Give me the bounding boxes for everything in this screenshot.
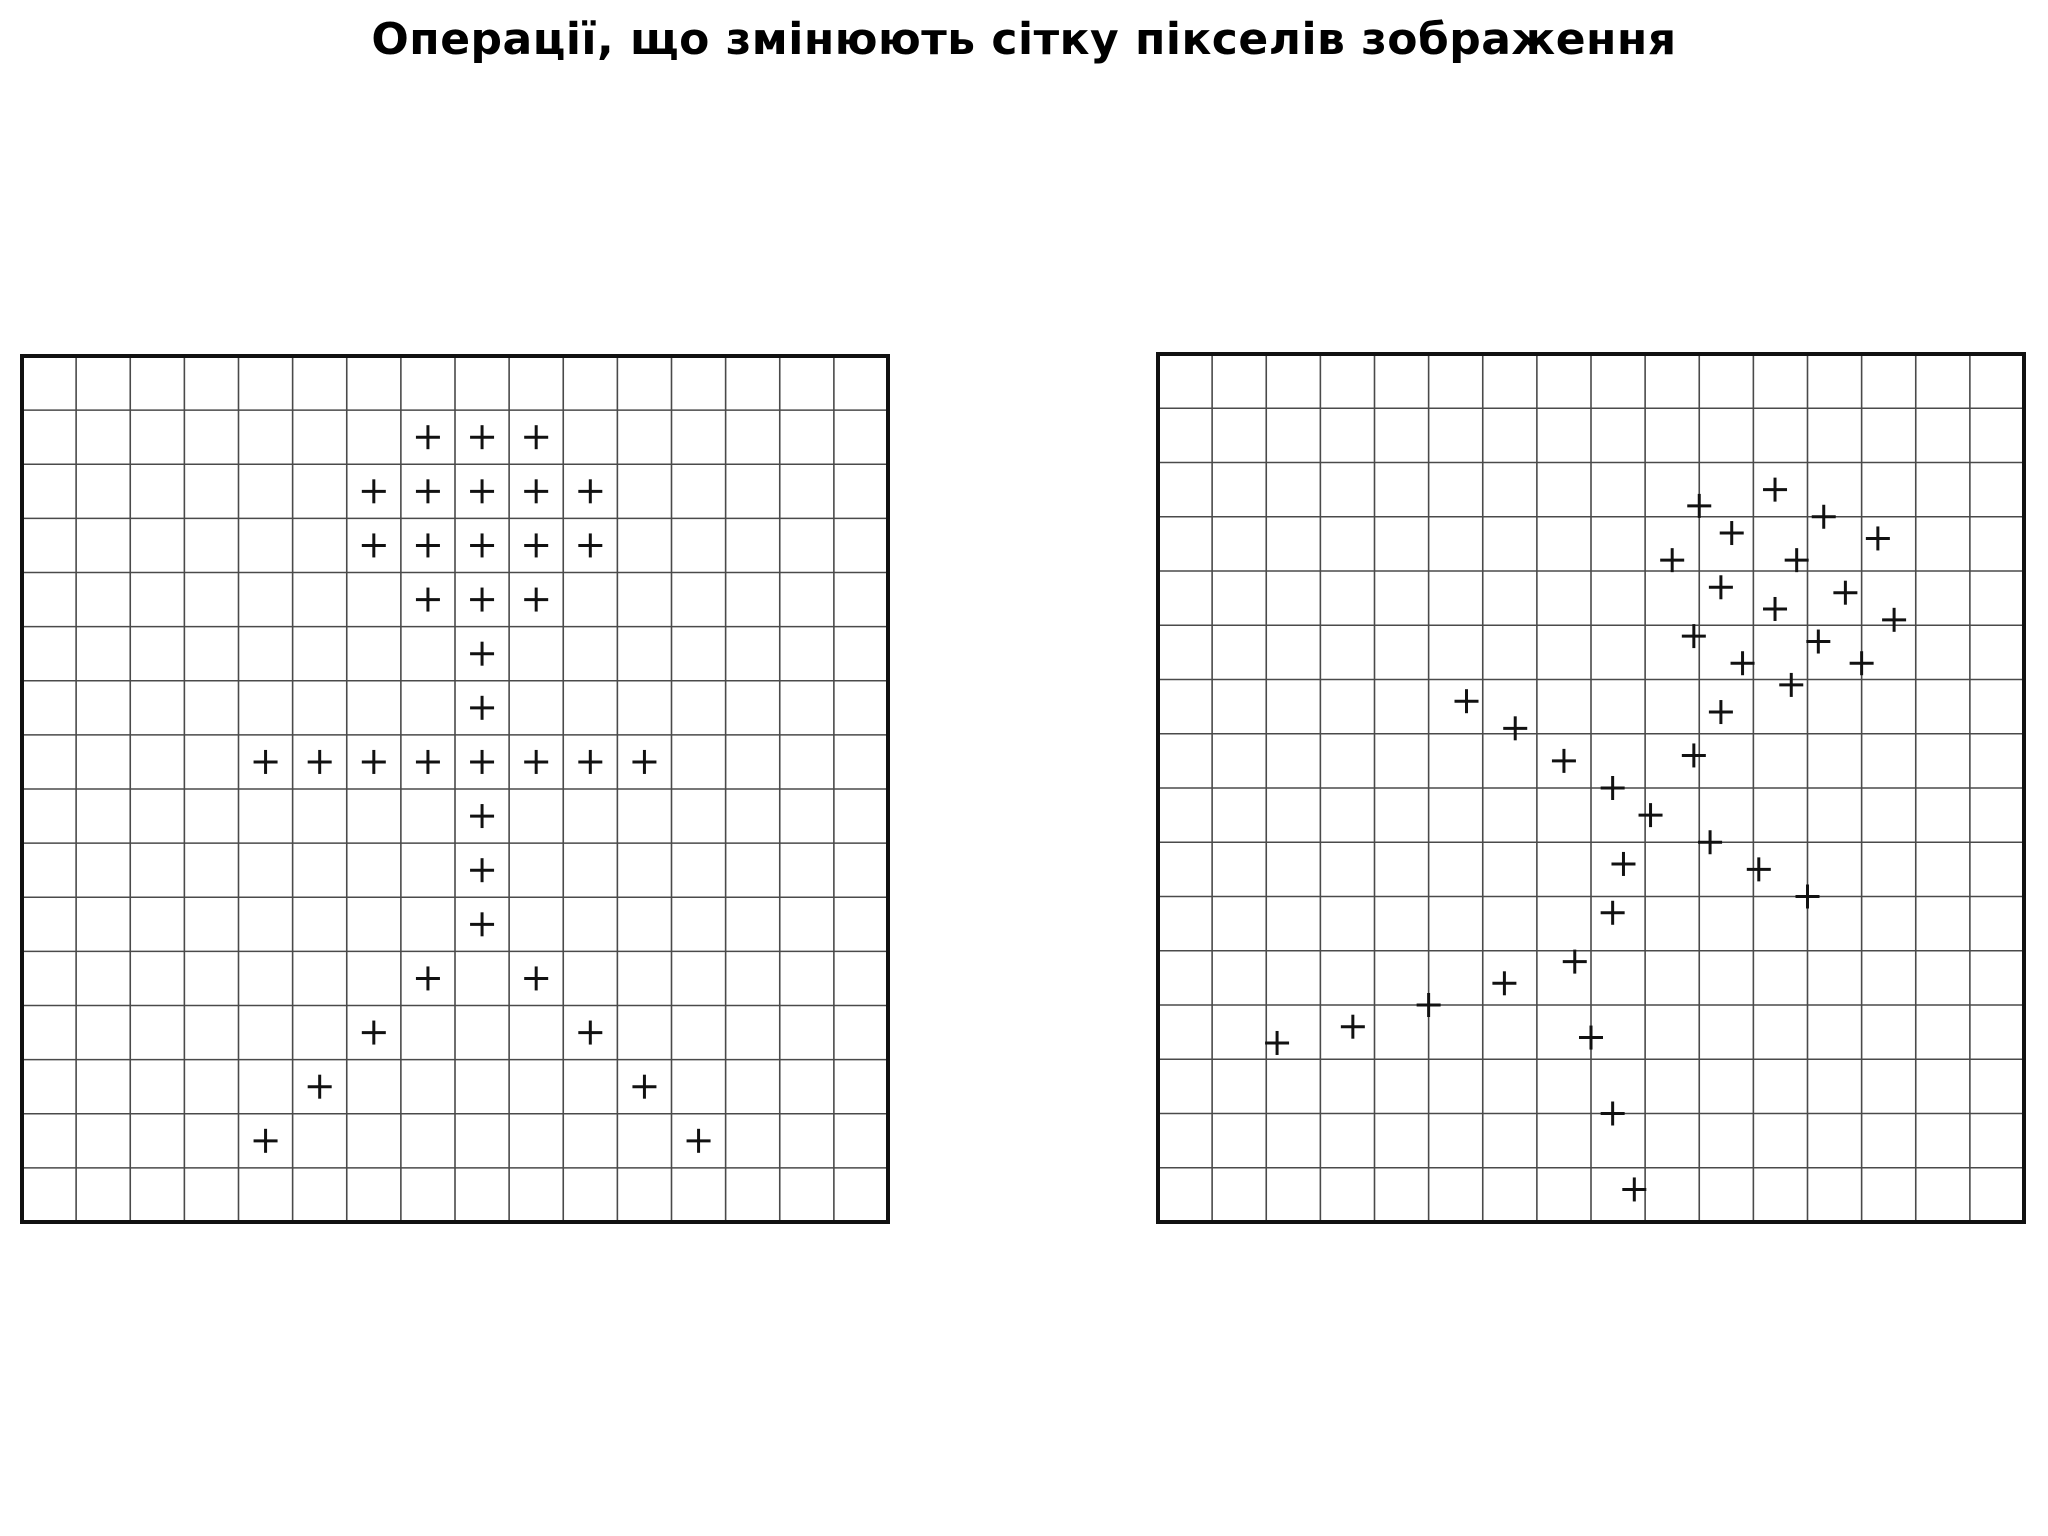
plus-marker-icon	[1763, 478, 1787, 502]
plus-marker-icon	[254, 750, 278, 774]
transformed-grid-lines	[1158, 354, 2024, 1222]
plus-marker-icon	[1579, 1026, 1603, 1050]
transformed-pixel-markers	[1265, 478, 1906, 1202]
plus-marker-icon	[1709, 700, 1733, 724]
plus-marker-icon	[524, 425, 548, 449]
plus-marker-icon	[470, 696, 494, 720]
plus-marker-icon	[524, 588, 548, 612]
plus-marker-icon	[416, 425, 440, 449]
plus-marker-icon	[1660, 548, 1684, 572]
plus-marker-icon	[1455, 689, 1479, 713]
plus-marker-icon	[1682, 743, 1706, 767]
plus-marker-icon	[1720, 521, 1744, 545]
plus-marker-icon	[1833, 581, 1857, 605]
plus-marker-icon	[1882, 608, 1906, 632]
plus-marker-icon	[1622, 1177, 1646, 1201]
plus-marker-icon	[578, 479, 602, 503]
plus-marker-icon	[470, 912, 494, 936]
plus-marker-icon	[1265, 1031, 1289, 1055]
plus-marker-icon	[1763, 597, 1787, 621]
plus-marker-icon	[1639, 803, 1663, 827]
plus-marker-icon	[578, 1021, 602, 1045]
plus-marker-icon	[1806, 630, 1830, 654]
plus-marker-icon	[1812, 505, 1836, 529]
plus-marker-icon	[362, 1021, 386, 1045]
plus-marker-icon	[1709, 575, 1733, 599]
plus-marker-icon	[1731, 651, 1755, 675]
transformed-pixel-grid-panel	[1158, 354, 2024, 1222]
original-grid-lines	[22, 356, 888, 1222]
plus-marker-icon	[470, 750, 494, 774]
plus-marker-icon	[1796, 885, 1820, 909]
plus-marker-icon	[578, 533, 602, 557]
plus-marker-icon	[632, 1075, 656, 1099]
plus-marker-icon	[470, 642, 494, 666]
plus-marker-icon	[470, 588, 494, 612]
plus-marker-icon	[1601, 901, 1625, 925]
plus-marker-icon	[362, 533, 386, 557]
plus-marker-icon	[1563, 950, 1587, 974]
plus-marker-icon	[470, 479, 494, 503]
plus-marker-icon	[308, 750, 332, 774]
plus-marker-icon	[1698, 830, 1722, 854]
plus-marker-icon	[524, 533, 548, 557]
plus-marker-icon	[1417, 993, 1441, 1017]
plus-marker-icon	[632, 750, 656, 774]
plus-marker-icon	[470, 533, 494, 557]
plus-marker-icon	[416, 588, 440, 612]
plus-marker-icon	[524, 966, 548, 990]
plus-marker-icon	[1682, 624, 1706, 648]
plus-marker-icon	[1341, 1015, 1365, 1039]
plus-marker-icon	[578, 750, 602, 774]
plus-marker-icon	[362, 750, 386, 774]
plus-marker-icon	[470, 858, 494, 882]
plus-marker-icon	[1866, 526, 1890, 550]
plus-marker-icon	[1492, 971, 1516, 995]
plus-marker-icon	[1747, 857, 1771, 881]
plus-marker-icon	[524, 750, 548, 774]
plus-marker-icon	[1503, 716, 1527, 740]
plus-marker-icon	[1785, 548, 1809, 572]
original-pixel-grid-panel	[22, 356, 888, 1222]
plus-marker-icon	[362, 479, 386, 503]
plus-marker-icon	[1850, 651, 1874, 675]
plus-marker-icon	[416, 479, 440, 503]
plus-marker-icon	[1552, 749, 1576, 773]
plus-marker-icon	[1611, 852, 1635, 876]
plus-marker-icon	[470, 425, 494, 449]
plus-marker-icon	[524, 479, 548, 503]
plus-marker-icon	[687, 1129, 711, 1153]
plus-marker-icon	[1601, 1102, 1625, 1126]
plus-marker-icon	[1687, 494, 1711, 518]
plus-marker-icon	[416, 750, 440, 774]
plus-marker-icon	[308, 1075, 332, 1099]
plus-marker-icon	[254, 1129, 278, 1153]
plus-marker-icon	[416, 966, 440, 990]
plus-marker-icon	[416, 533, 440, 557]
slide-title: Операції, що змінюють сітку пікселів зображення	[371, 14, 1677, 65]
plus-marker-icon	[1601, 776, 1625, 800]
plus-marker-icon	[1779, 673, 1803, 697]
plus-marker-icon	[470, 804, 494, 828]
